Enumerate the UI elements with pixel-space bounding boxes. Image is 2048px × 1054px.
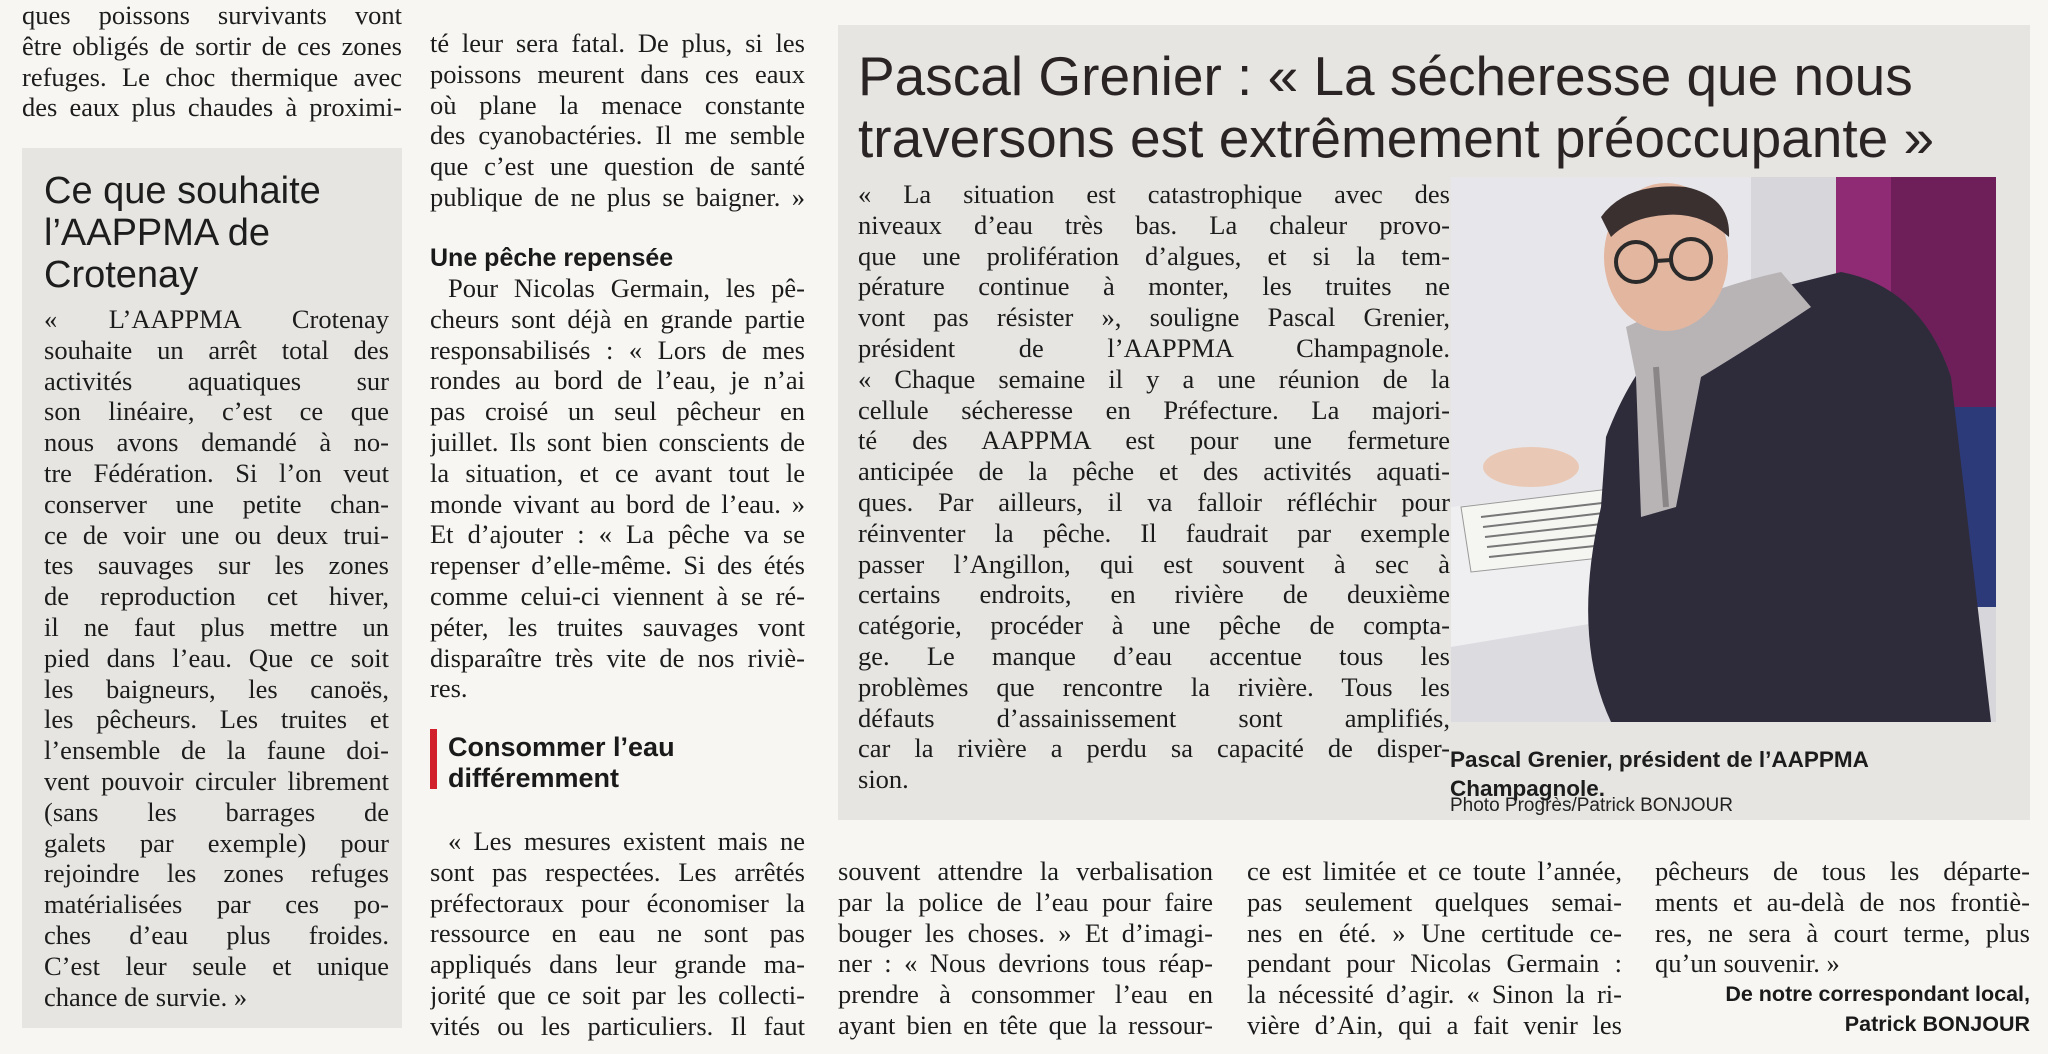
text-line: pendant pour Nicolas Germain :: [1247, 948, 1622, 979]
text-line: monde vivant au bord de l’eau. »: [430, 488, 805, 519]
text-line: jorité que ce soit par les collecti-: [430, 979, 805, 1010]
text-line: défauts d’assainissement sont amplifiés,: [858, 702, 1450, 733]
section-heading-line: Consommer l’eau: [448, 732, 675, 762]
text-line: pêcheurs de tous les départe-: [1655, 856, 2030, 886]
text-line: que c’est une question de santé: [430, 151, 805, 182]
caption-line: Champagnole.: [1450, 776, 1606, 801]
col1-top-text: [22, 0, 402, 123]
author-signoff: [1650, 979, 2030, 1039]
col3-text: [838, 856, 1213, 1041]
text-line: qu’un souvenir. »: [1655, 948, 1840, 979]
col4-text: [1247, 856, 1622, 1041]
text-line: président de l’AAPPMA Champagnole.: [858, 332, 1450, 363]
text-line: vent pouvoir circuler librement: [44, 765, 389, 796]
text-line: souvent attendre la verbalisation: [838, 856, 1213, 886]
text-line: comme celui-ci viennent à se ré-: [430, 580, 805, 611]
text-line: (sans les barrages de: [44, 796, 389, 827]
text-line: passer l’Angillon, qui est souvent à sec à: [858, 548, 1450, 579]
text-line: vont pas résister », souligne Pascal Grenier,: [858, 302, 1450, 333]
col2-mid-text: [430, 273, 805, 704]
text-line: que une prolifération d’algues, et si la tem-: [858, 240, 1450, 271]
text-line: pas seulement quelques semai-: [1247, 886, 1622, 917]
text-line: ge. Le manque d’eau accentue tous les: [858, 640, 1450, 671]
text-line: bouger les choses. » Et d’imagi-: [838, 917, 1213, 948]
text-line: niveaux d’eau très bas. La chaleur provo-: [858, 209, 1450, 240]
text-line: catégorie, procéder à une pêche de compta-: [858, 610, 1450, 641]
headline-line: traversons est extrêmement préoccupante »: [858, 107, 1935, 169]
text-line: des cyanobactéries. Il me semble: [430, 120, 805, 151]
text-line: ce de voir une ou deux trui-: [44, 519, 389, 550]
text-line: appliqués dans leur grande ma-: [430, 949, 805, 980]
portrait-illustration: [1451, 177, 1996, 722]
headline-line: Pascal Grenier : « La sécheresse que nous: [858, 45, 1913, 107]
text-line: responsabilisés : « Lors de mes: [430, 334, 805, 365]
text-line: té leur sera fatal. De plus, si les: [430, 28, 805, 58]
sidebar-title-line: Crotenay: [44, 254, 199, 296]
text-line: « L’AAPPMA Crotenay: [44, 304, 389, 334]
text-line: ches d’eau plus froides.: [44, 919, 389, 950]
text-line: « La situation est catastrophique avec des: [858, 179, 1450, 209]
text-line: car la rivière a perdu sa capacité de disper-: [858, 733, 1450, 764]
text-line: réinventer la pêche. Il faudrait par exemple: [858, 517, 1450, 548]
text-line: ner : « Nous devrions tous réap-: [838, 948, 1213, 979]
section-heading-consommer: [448, 732, 675, 794]
text-line: pas croisé un seul pêcheur en: [430, 396, 805, 427]
feature-box: [838, 25, 2030, 820]
text-line: les pêcheurs. Les truites et: [44, 704, 389, 735]
text-line: ce est limitée et ce toute l’année,: [1247, 856, 1622, 886]
text-line: préfectoraux pour économiser la: [430, 887, 805, 918]
col2-bottom-text: [430, 826, 805, 1042]
text-line: cellule sécheresse en Préfecture. La majori-: [858, 394, 1450, 425]
text-line: té des AAPPMA est pour une fermeture: [858, 425, 1450, 456]
sidebar-title-line: Ce que souhaite: [44, 170, 321, 212]
text-line: disparaître très vite de nos riviè-: [430, 642, 805, 673]
text-line: chance de survie. »: [44, 981, 248, 1012]
text-line: prendre à consommer l’eau en: [838, 979, 1213, 1010]
section-accent-bar: [430, 729, 437, 789]
text-line: refuges. Le choc thermique avec: [22, 61, 402, 92]
text-line: où plane la menace constante: [430, 89, 805, 120]
text-line: ayant bien en tête que la ressour-: [838, 1009, 1213, 1040]
text-line: vière d’Ain, qui a fait venir les: [1247, 1009, 1622, 1040]
text-line: des eaux plus chaudes à proximi-: [22, 92, 402, 123]
text-line: res.: [430, 673, 468, 704]
text-line: « Chaque semaine il y a une réunion de la: [858, 363, 1450, 394]
text-line: nous avons demandé à no-: [44, 427, 389, 458]
text-line: souhaite un arrêt total des: [44, 334, 389, 365]
sidebar-title: [44, 170, 389, 296]
text-line: tes sauvages sur les zones: [44, 550, 389, 581]
col5-text: [1655, 856, 2030, 979]
text-line: être obligés de sortir de ces zones: [22, 30, 402, 61]
text-line: il ne faut plus mettre un: [44, 611, 389, 642]
text-line: pied dans l’eau. Que ce soit: [44, 642, 389, 673]
text-line: rejoindre les zones refuges: [44, 858, 389, 889]
text-line: anticipée de la pêche et des activités aquati-: [858, 456, 1450, 487]
headline: [858, 45, 2018, 169]
text-line: péter, les truites sauvages vont: [430, 611, 805, 642]
text-line: la situation, et ce avant tout le: [430, 457, 805, 488]
photo-credit: Photo Progrès/Patrick BONJOUR: [1450, 795, 1733, 816]
text-line: activités aquatiques sur: [44, 365, 389, 396]
text-line: rondes au bord de l’eau, je n’ai: [430, 365, 805, 396]
text-line: repenser d’elle-même. Si des étés: [430, 550, 805, 581]
text-line: C’est leur seule et unique: [44, 950, 389, 981]
portrait-photo: [1451, 177, 1996, 722]
sidebar-title-line: l’AAPPMA de: [44, 212, 270, 254]
text-line: certains endroits, en rivière de deuxième: [858, 579, 1450, 610]
text-line: Pour Nicolas Germain, les pê-: [448, 273, 805, 303]
section-heading-line: différemment: [448, 763, 620, 793]
text-line: publique de ne plus se baigner. »: [430, 181, 805, 212]
text-line: poissons meurent dans ces eaux: [430, 58, 805, 89]
text-line: de reproduction cet hiver,: [44, 581, 389, 612]
text-line: ressource en eau ne sont pas: [430, 918, 805, 949]
text-line: ques poissons survivants vont: [22, 0, 402, 30]
text-line: par la police de l’eau pour faire: [838, 886, 1213, 917]
text-line: ques. Par ailleurs, il va falloir réfléchir pour: [858, 486, 1450, 517]
signoff-line: Patrick BONJOUR: [1844, 1012, 2030, 1036]
signoff-line: De notre correspondant local,: [1725, 982, 2030, 1006]
text-line: vités ou les particuliers. Il faut: [430, 1010, 805, 1041]
subhead-peche-repensee: Une pêche repensée: [430, 244, 674, 272]
col2-top-text: [430, 28, 805, 213]
text-line: ments et au-delà de nos frontiè-: [1655, 886, 2030, 917]
text-line: nes en été. » Une certitude ce-: [1247, 917, 1622, 948]
text-line: pérature continue à monter, les truites ne: [858, 271, 1450, 302]
text-line: « Les mesures existent mais ne: [448, 826, 805, 856]
text-line: sont pas respectées. Les arrêtés: [430, 856, 805, 887]
text-line: tre Fédération. Si l’on veut: [44, 457, 389, 488]
text-line: matérialisées par ces po-: [44, 889, 389, 920]
text-line: la nécessité d’agir. « Sinon la ri-: [1247, 979, 1622, 1010]
text-line: les baigneurs, les canoës,: [44, 673, 389, 704]
text-line: Et d’ajouter : « La pêche va se: [430, 519, 805, 550]
text-line: juillet. Ils sont bien conscients de: [430, 426, 805, 457]
text-line: galets par exemple) pour: [44, 827, 389, 858]
feature-body: [858, 179, 1450, 795]
text-line: res, ne sera à court terme, plus: [1655, 917, 2030, 948]
text-line: conserver une petite chan-: [44, 488, 389, 519]
text-line: son linéaire, c’est ce que: [44, 396, 389, 427]
text-line: sion.: [858, 764, 909, 795]
sidebar-box: [22, 148, 402, 1028]
text-line: problèmes que rencontre la rivière. Tous les: [858, 671, 1450, 702]
text-line: l’ensemble de la faune doi-: [44, 735, 389, 766]
text-line: cheurs sont déjà en grande partie: [430, 303, 805, 334]
caption-line: Pascal Grenier, président de l’AAPPMA: [1450, 747, 1869, 772]
sidebar-body: [44, 304, 389, 1012]
